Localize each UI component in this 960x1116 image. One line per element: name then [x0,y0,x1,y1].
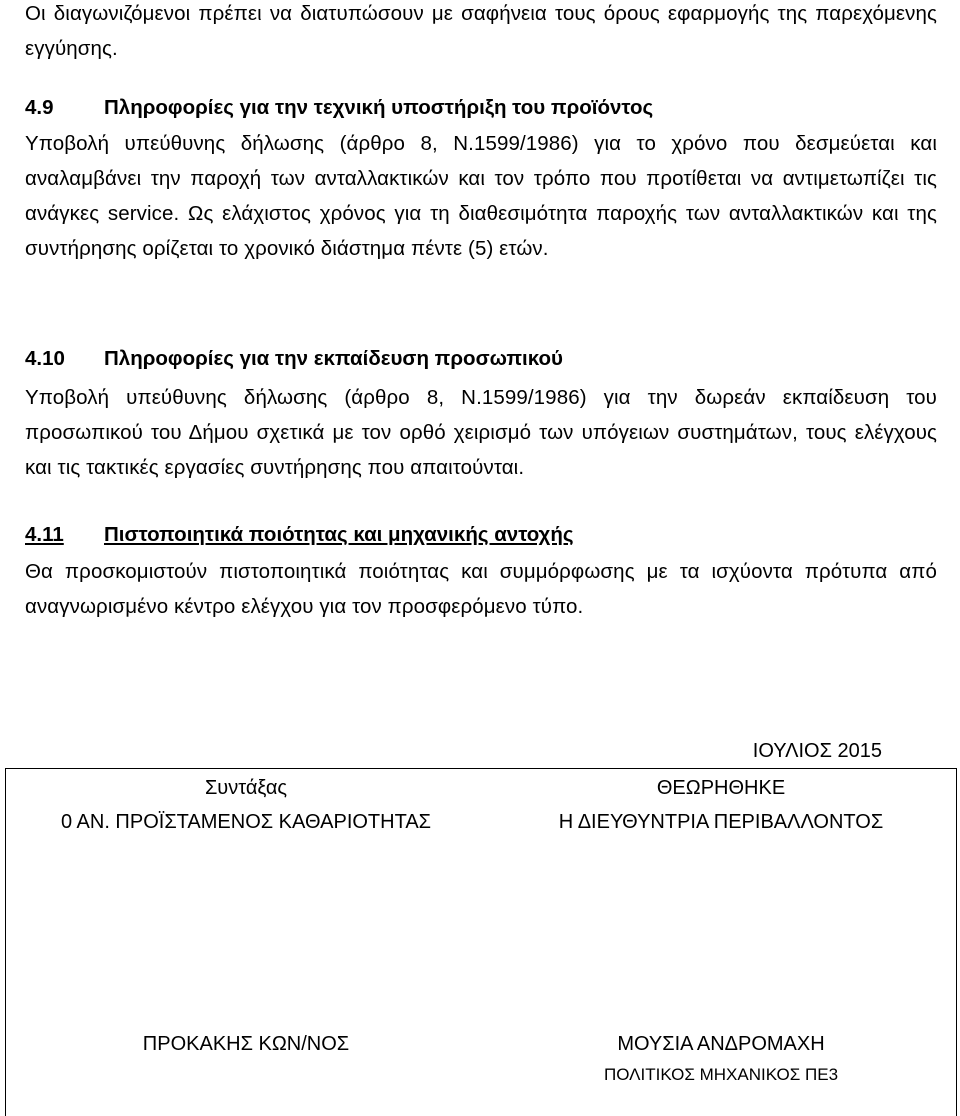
section-4-10-heading [25,341,563,376]
section-4-9-heading [25,90,653,125]
section-4-9-number: 4.9 [25,96,54,119]
section-4-9-body: Υποβολή υπεύθυνης δήλωσης (άρθρο 8, Ν.1599/1986) για το χρόνο που δεσμεύεται και αναλαμβάνει την παροχή των ανταλλακτικών και τον τρόπο που προτίθεται να αντιμετωπίζει τις ανάγκες service. Ως ελάχιστος χρόνος για τη διαθεσιμότητα παροχής των ανταλλακτικών και της συντήρησης ορίζεται το χρονικό διάστημα πέντε (5) ετών. [25,132,937,260]
section-4-9-title: Πληροφορίες για την τεχνική υποστήριξη του προϊόντος [104,96,654,119]
signature-right-position: Η ΔΙΕΥΘΥΝΤΡΙΑ ΠΕΡΙΒΑΛΛΟΝΤΟΣ [558,811,884,833]
signature-left-position: 0 ΑΝ. ΠΡΟΪΣΤΑΜΕΝΟΣ ΚΑΘΑΡΙΟΤΗΤΑΣ [60,811,432,833]
section-4-10-number: 4.10 [25,347,65,370]
section-4-11-title: Πιστοποιητικά ποιότητας και μηχανικής αντοχής [104,523,574,546]
signature-right-name: ΜΟΥΣΙΑ ΑΝΔΡΟΜΑΧΗ [617,1033,825,1055]
signature-left-name: ΠΡΟΚΑΚΗΣ ΚΩΝ/ΝΟΣ [142,1033,350,1055]
signature-table [5,768,957,1116]
section-4-11-number: 4.11 [25,523,64,546]
section-4-10-title: Πληροφορίες για την εκπαίδευση προσωπικού [104,347,563,370]
intro-paragraph: Οι διαγωνιζόμενοι πρέπει να διατυπώσουν με σαφήνεια τους όρους εφαρμογής της παρεχόμενης εγγύησης. [25,2,937,60]
signature-left-role: Συντάξας [204,777,288,799]
section-4-11-heading [25,517,574,552]
document-date: ΙΟΥΛΙΟΣ 2015 [752,740,882,762]
section-4-11-body: Θα προσκομιστούν πιστοποιητικά ποιότητας και συμμόρφωσης με τα ισχύοντα πρότυπα από αναγνωρισμένο κέντρο ελέγχου για τον προσφερόμενο τύπο. [25,560,937,618]
signature-right-title: ΠΟΛΙΤΙΚΟΣ ΜΗΧΑΝΙΚΟΣ ΠΕ3 [603,1065,839,1084]
section-4-10-body: Υποβολή υπεύθυνης δήλωσης (άρθρο 8, Ν.1599/1986) για την δωρεάν εκπαίδευση του προσωπικού του Δήμου σχετικά με τον ορθό χειρισμό των υπόγειων συστημάτων, τους ελέγχους και τις τακτικές εργασίες συντήρησης που απαιτούνται. [25,386,937,479]
signature-right-role: ΘΕΩΡΗΘΗΚΕ [656,777,786,799]
